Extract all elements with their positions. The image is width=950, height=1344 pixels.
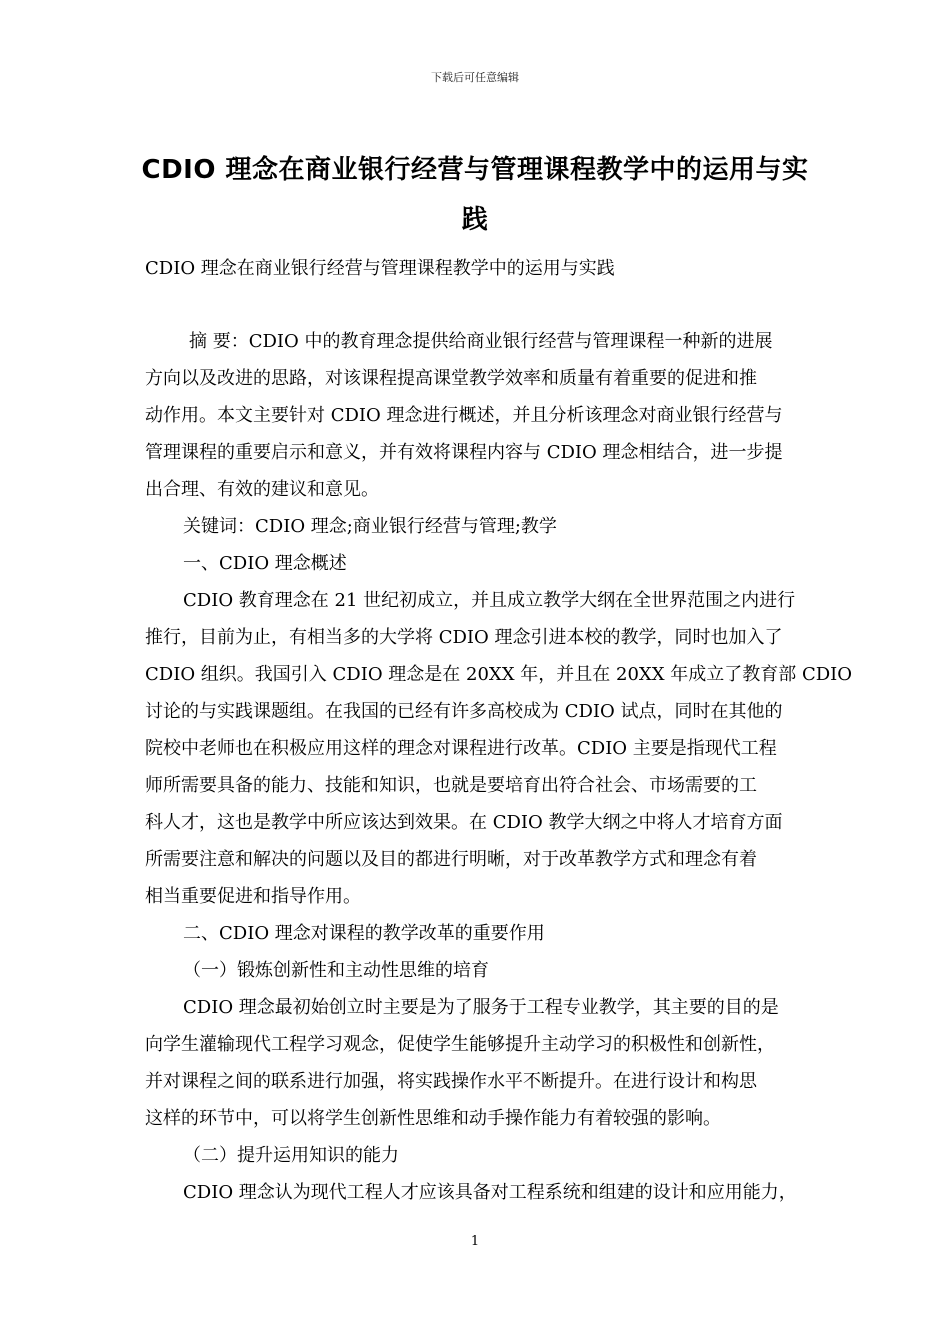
- paragraph-line: 院校中老师也在积极应用这样的理念对课程进行改革。CDIO 主要是指现代工程: [145, 738, 777, 759]
- document-title: [140, 145, 810, 245]
- document-body: [145, 250, 853, 1211]
- abstract-line: 动作用。本文主要针对 CDIO 理念进行概述，并且分析该理念对商业银行经营与: [145, 405, 783, 426]
- subsection-1-paragraph: [145, 989, 815, 1137]
- paragraph-line: 相当重要促进和指导作用。: [145, 886, 361, 907]
- paragraph-line: CDIO 教育理念在 21 世纪初成立，并且成立教学大纲在全世界范围之内进行: [183, 590, 796, 611]
- paragraph-line: 科人才，这也是教学中所应该达到效果。在 CDIO 教学大纲之中将人才培育方面: [145, 812, 783, 833]
- subsection-2-heading: （二）提升运用知识的能力: [183, 1145, 399, 1166]
- subtitle: CDIO 理念在商业银行经营与管理课程教学中的运用与实践: [145, 258, 615, 279]
- page-number: 1: [470, 1234, 480, 1249]
- section-1-heading: 一、CDIO 理念概述: [183, 553, 347, 574]
- abstract-line: 出合理、有效的建议和意见。: [145, 479, 379, 500]
- paragraph-line: 讨论的与实践课题组。在我国的已经有许多高校成为 CDIO 试点，同时在其他的: [145, 701, 783, 722]
- paragraph-line: 师所需要具备的能力、技能和知识，也就是要培育出符合社会、市场需要的工: [145, 775, 757, 796]
- subsection-1-heading: （一）锻炼创新性和主动性思维的培育: [183, 960, 489, 981]
- paragraph-line: CDIO 理念认为现代工程人才应该具备对工程系统和组建的设计和应用能力，: [183, 1182, 797, 1203]
- section-1-paragraph: [145, 582, 853, 915]
- abstract-line: 摘 要：CDIO 中的教育理念提供给商业银行经营与管理课程一种新的进展: [189, 331, 773, 352]
- paragraph-line: 推行，目前为止，有相当多的大学将 CDIO 理念引进本校的教学，同时也加入了: [145, 627, 783, 648]
- keywords-line: 关键词：CDIO 理念;商业银行经营与管理;教学: [183, 516, 557, 537]
- paragraph-line: 并对课程之间的联系进行加强，将实践操作水平不断提升。在进行设计和构思: [145, 1071, 757, 1092]
- paragraph-line: CDIO 理念最初始创立时主要是为了服务于工程专业教学，其主要的目的是: [183, 997, 779, 1018]
- abstract-line: 方向以及改进的思路，对该课程提高课堂教学效率和质量有着重要的促进和推: [145, 368, 757, 389]
- spacer: [145, 287, 815, 323]
- page-header-note: 下载后可任意编辑: [431, 71, 519, 84]
- title-line-1: CDIO 理念在商业银行经营与管理课程教学中的运用与实: [141, 155, 809, 185]
- abstract-line: 管理课程的重要启示和意义，并有效将课程内容与 CDIO 理念相结合，进一步提: [145, 442, 783, 463]
- abstract-paragraph: [145, 323, 815, 508]
- paragraph-line: 这样的环节中，可以将学生创新性思维和动手操作能力有着较强的影响。: [145, 1108, 721, 1129]
- title-line-2: 践: [461, 205, 489, 235]
- paragraph-line: 所需要注意和解决的问题以及目的都进行明晰，对于改革教学方式和理念有着: [145, 849, 757, 870]
- paragraph-line: CDIO 组织。我国引入 CDIO 理念是在 20XX 年，并且在 20XX 年成立了教育部 CDIO: [145, 664, 853, 685]
- paragraph-line: 向学生灌输现代工程学习观念，促使学生能够提升主动学习的积极性和创新性，: [145, 1034, 775, 1055]
- section-2-heading: 二、CDIO 理念对课程的教学改革的重要作用: [183, 923, 545, 944]
- subsection-2-paragraph: [145, 1174, 815, 1211]
